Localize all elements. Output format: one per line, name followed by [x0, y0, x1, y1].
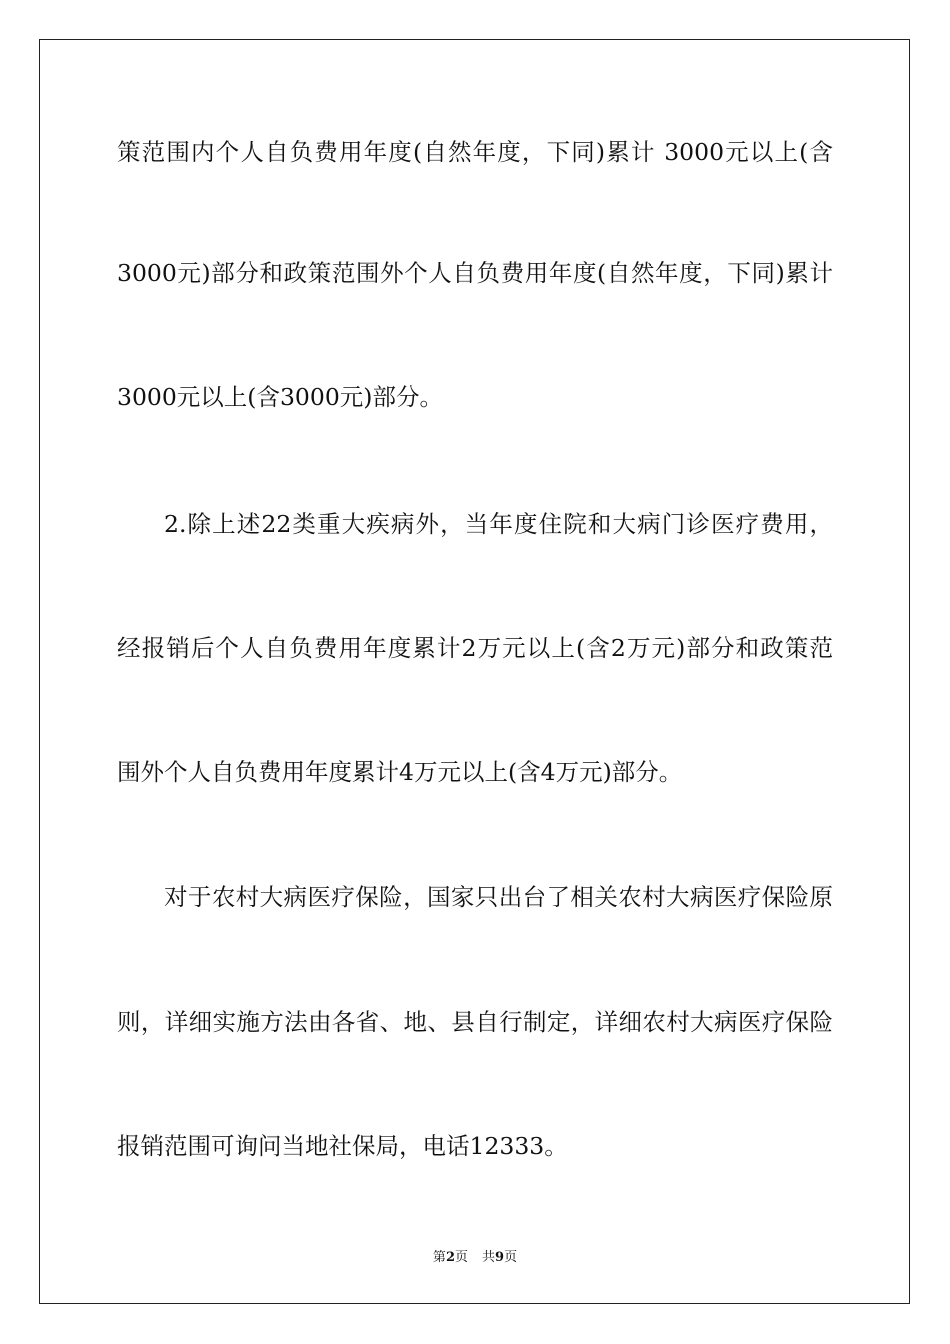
footer-total-unit: 页 — [504, 1250, 518, 1265]
footer-total-pages: 9 — [495, 1250, 505, 1265]
body-text-line: 则，详细实施方法由各省、地、县自行制定，详细农村大病医疗保险 — [117, 1008, 833, 1036]
body-text-line: 3000元以上(含3000元)部分。 — [117, 383, 443, 411]
footer-page-prefix: 第 — [432, 1250, 446, 1265]
body-text-line: 围外个人自负费用年度累计4万元以上(含4万元)部分。 — [117, 758, 683, 786]
footer-total-prefix: 共 — [482, 1250, 496, 1265]
body-text-line: 3000元)部分和政策范围外个人自负费用年度(自然年度，下同)累计 — [117, 259, 833, 287]
body-text-line: 对于农村大病医疗保险，国家只出台了相关农村大病医疗保险原 — [164, 883, 833, 911]
body-text-line: 经报销后个人自负费用年度累计2万元以上(含2万元)部分和政策范 — [117, 634, 833, 662]
body-text-line: 策范围内个人自负费用年度(自然年度，下同)累计 3000元以上(含 — [117, 138, 833, 166]
page-footer — [0, 1246, 950, 1265]
body-text-line: 报销范围可询问当地社保局，电话12333。 — [117, 1132, 568, 1160]
footer-page-unit: 页 — [454, 1250, 468, 1265]
page-border — [39, 39, 910, 1304]
footer-page-number: 2 — [445, 1250, 455, 1265]
body-text-line: 2.除上述22类重大疾病外，当年度住院和大病门诊医疗费用， — [164, 510, 833, 538]
